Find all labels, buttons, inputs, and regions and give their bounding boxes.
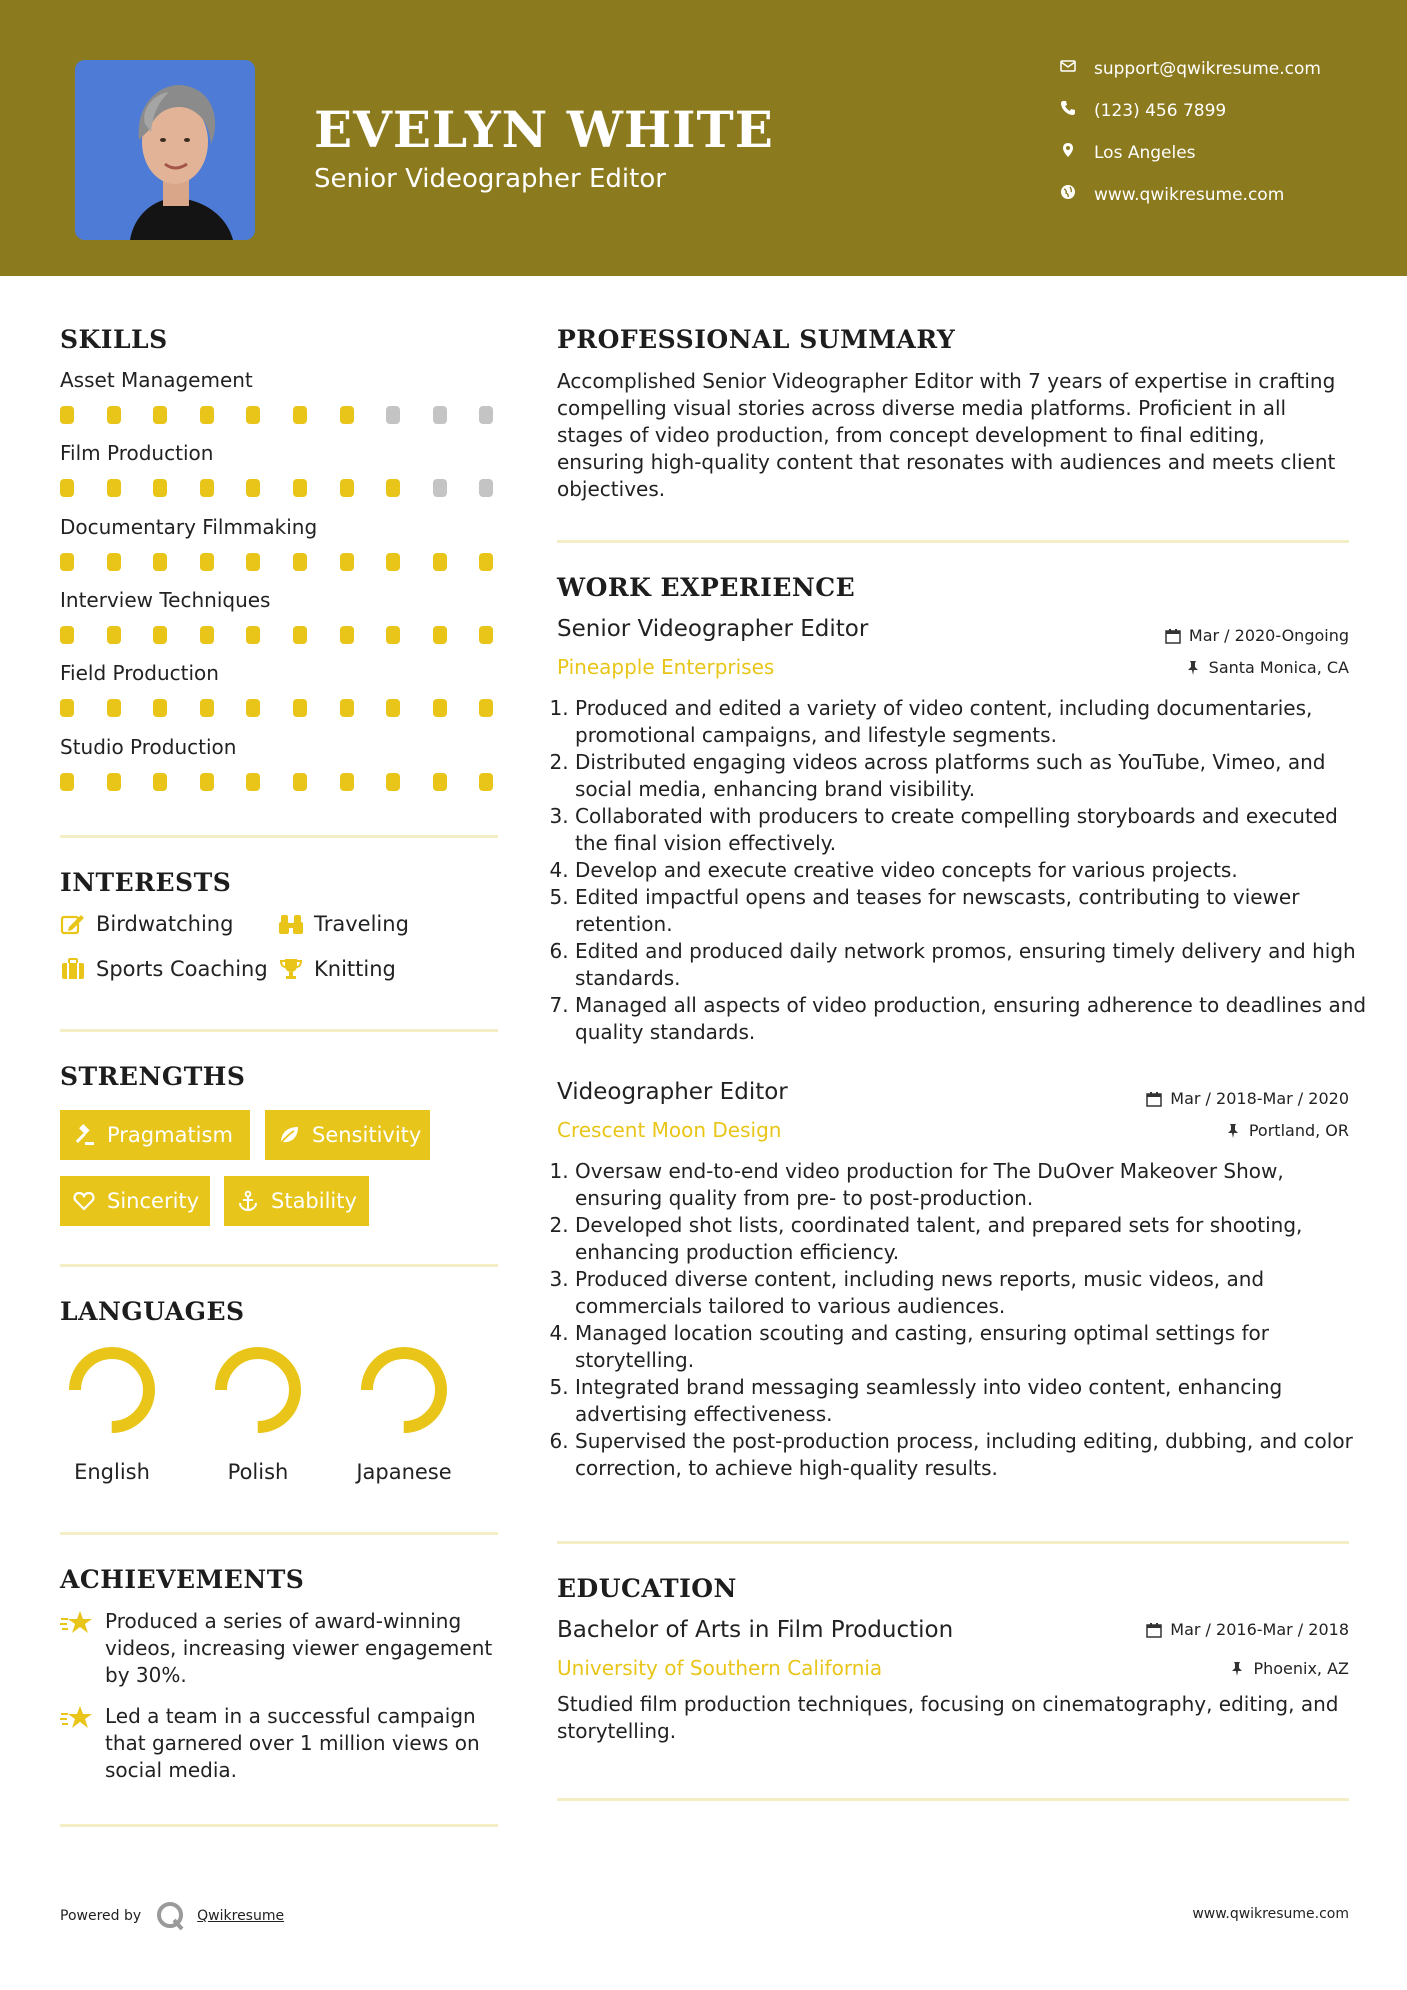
skill-rating-dot xyxy=(60,553,74,571)
job-bullet: 5. Integrated brand messaging seamlessly into video content, enhancing advertising effectiveness. xyxy=(575,1374,1367,1428)
skill-rating-dot xyxy=(153,553,167,571)
language-gauge-arc xyxy=(221,1353,295,1427)
interest-label: Sports Coaching xyxy=(96,957,268,981)
contact-email[interactable] xyxy=(1050,58,1370,79)
job-bullets xyxy=(557,1158,1367,1482)
language-gauge-arc xyxy=(367,1353,441,1427)
skill-rating-dot xyxy=(433,626,447,644)
interest-label: Traveling xyxy=(314,912,409,936)
skill-rating-dot xyxy=(200,626,214,644)
education-heading: EDUCATION xyxy=(557,1574,737,1603)
skill-rating xyxy=(60,479,498,497)
skill-rating-dot xyxy=(479,626,493,644)
skill-name: Asset Management xyxy=(60,368,253,392)
strength-label: Stability xyxy=(271,1189,357,1213)
strengths-heading: STRENGTHS xyxy=(60,1062,246,1091)
job-company: Crescent Moon Design xyxy=(557,1118,782,1142)
calendar-icon xyxy=(1146,1622,1162,1638)
skill-rating-dot xyxy=(433,479,447,497)
achievement-item xyxy=(60,1608,498,1689)
qwikresume-logo-icon xyxy=(155,1900,187,1932)
job-bullet: 1. Oversaw end-to-end video production for The DuOver Makeover Show, ensuring quality from pre- to post-production. xyxy=(575,1158,1367,1212)
skill-rating-dot xyxy=(246,553,260,571)
degree: Bachelor of Arts in Film Production xyxy=(557,1617,954,1643)
interest-item xyxy=(278,912,409,936)
skill-rating xyxy=(60,699,498,717)
map-pin-icon xyxy=(1050,142,1086,163)
strength-label: Sincerity xyxy=(107,1189,200,1213)
skill-rating-dot xyxy=(340,553,354,571)
skill-rating-dot xyxy=(107,406,121,424)
skill-rating-dot xyxy=(386,699,400,717)
interest-item xyxy=(60,957,268,981)
achievement-text: Led a team in a successful campaign that garnered over 1 million views on social media. xyxy=(105,1704,480,1782)
language-name: Polish xyxy=(227,1460,289,1484)
divider xyxy=(60,1824,498,1827)
job-role: Senior Videographer Editor xyxy=(557,616,869,642)
job-location-text: Santa Monica, CA xyxy=(1208,658,1349,677)
skill-rating-dot xyxy=(200,699,214,717)
skill-rating-dot xyxy=(60,479,74,497)
skill-rating-dot xyxy=(107,479,121,497)
skill-rating-dot xyxy=(293,479,307,497)
skill-rating-dot xyxy=(386,626,400,644)
calendar-icon xyxy=(1165,628,1181,644)
interest-label: Birdwatching xyxy=(96,912,234,936)
skill-rating-dot xyxy=(433,553,447,571)
skill-rating-dot xyxy=(433,406,447,424)
interest-item xyxy=(60,912,233,936)
suitcase-icon xyxy=(60,957,86,981)
languages-heading: LANGUAGES xyxy=(60,1297,245,1326)
skill-name: Film Production xyxy=(60,441,214,466)
school: University of Southern California xyxy=(557,1656,883,1680)
skill-rating-dot xyxy=(153,406,167,424)
contact-phone[interactable] xyxy=(1050,100,1370,121)
leaf-icon xyxy=(278,1124,300,1146)
skill-rating-dot xyxy=(246,773,260,791)
summary-text: Accomplished Senior Videographer Editor with 7 years of expertise in crafting compelling visual stories across diverse media platforms. Proficient in all stages of video production, from concept development to final editing, ensuring high-quality content that resonates with audiences and meets client objectives. xyxy=(557,369,1336,501)
skill-rating-dot xyxy=(153,479,167,497)
divider xyxy=(60,835,498,838)
skill-rating-dot xyxy=(479,553,493,571)
job-bullet: 4. Managed location scouting and casting, ensuring optimal settings for storytelling. xyxy=(575,1320,1367,1374)
skill-rating-dot xyxy=(200,553,214,571)
divider xyxy=(557,1541,1349,1544)
skill-rating-dot xyxy=(293,406,307,424)
skill-rating-dot xyxy=(386,553,400,571)
summary-heading: PROFESSIONAL SUMMARY xyxy=(557,325,956,354)
pushpin-icon xyxy=(1229,1661,1245,1677)
job-bullet: 3. Collaborated with producers to create compelling storyboards and executed the final vision effectively. xyxy=(575,803,1367,857)
achievements-heading: ACHIEVEMENTS xyxy=(60,1565,305,1594)
skill-rating xyxy=(60,406,498,424)
star-icon xyxy=(60,1705,94,1731)
divider xyxy=(557,1798,1349,1801)
globe-icon xyxy=(1050,184,1086,205)
language-gauge-arc xyxy=(75,1353,149,1427)
job-location xyxy=(1225,1121,1349,1140)
skill-rating-dot xyxy=(153,699,167,717)
education-dates-text: Mar / 2016-Mar / 2018 xyxy=(1170,1620,1349,1639)
skill-name: Interview Techniques xyxy=(60,587,271,612)
skill-rating-dot xyxy=(293,626,307,644)
candidate-name: EVELYN WHITE xyxy=(314,100,774,159)
skill-rating-dot xyxy=(200,479,214,497)
gavel-icon xyxy=(73,1124,95,1146)
job-location-text: Portland, OR xyxy=(1248,1121,1349,1140)
job-dates xyxy=(1146,1089,1349,1108)
skill-rating-dot xyxy=(153,626,167,644)
skill-rating-dot xyxy=(107,626,121,644)
skill-name: Field Production xyxy=(60,661,219,686)
job-bullet: 3. Produced diverse content, including news reports, music videos, and commercials tailored to various audiences. xyxy=(575,1266,1367,1320)
contact-website[interactable] xyxy=(1050,184,1370,205)
profile-portrait xyxy=(75,60,255,240)
footer-powered-by xyxy=(60,1900,284,1932)
experience-heading: WORK EXPERIENCE xyxy=(557,573,856,602)
job-dates-text: Mar / 2020-Ongoing xyxy=(1188,626,1349,645)
pencil-square-icon xyxy=(60,912,86,936)
job-bullet: 2. Developed shot lists, coordinated talent, and prepared sets for shooting, enhancing production efficiency. xyxy=(575,1212,1367,1266)
contact-location xyxy=(1050,142,1370,163)
heart-icon xyxy=(73,1190,95,1212)
education-description: Studied film production techniques, focusing on cinematography, editing, and storytelling. xyxy=(557,1692,1339,1743)
skill-rating-dot xyxy=(60,699,74,717)
skill-rating-dot xyxy=(386,406,400,424)
skill-rating-dot xyxy=(340,406,354,424)
education-dates xyxy=(1146,1620,1349,1639)
skill-rating-dot xyxy=(479,406,493,424)
skill-rating-dot xyxy=(433,699,447,717)
skill-rating xyxy=(60,773,498,791)
skills-heading: SKILLS xyxy=(60,325,168,354)
language-gauge xyxy=(62,1340,162,1440)
pushpin-icon xyxy=(1225,1123,1241,1139)
job-location xyxy=(1185,658,1349,677)
skill-rating-dot xyxy=(340,699,354,717)
skill-rating-dot xyxy=(340,626,354,644)
skill-rating-dot xyxy=(246,626,260,644)
powered-by-label: Powered by xyxy=(60,1908,142,1924)
header-banner xyxy=(0,0,1407,276)
skill-rating-dot xyxy=(246,479,260,497)
achievement-item xyxy=(60,1703,498,1784)
skill-rating-dot xyxy=(60,626,74,644)
skill-name: Documentary Filmmaking xyxy=(60,514,318,539)
strength-badge xyxy=(265,1110,430,1160)
skill-rating-dot xyxy=(107,773,121,791)
strength-badge xyxy=(60,1110,250,1160)
job-bullet: 1. Produced and edited a variety of video content, including documentaries, promotional campaigns, and lifestyle segments. xyxy=(575,695,1367,749)
education-location-text: Phoenix, AZ xyxy=(1253,1659,1349,1678)
skill-rating-dot xyxy=(200,773,214,791)
skill-rating-dot xyxy=(386,479,400,497)
divider xyxy=(557,540,1349,543)
language-gauge xyxy=(354,1340,454,1440)
achievement-text: Produced a series of award-winning videos, increasing viewer engagement by 30%. xyxy=(105,1609,493,1687)
trophy-icon xyxy=(278,957,304,981)
skill-rating-dot xyxy=(479,699,493,717)
interest-label: Knitting xyxy=(314,957,396,981)
candidate-title: Senior Videographer Editor xyxy=(314,164,666,194)
skill-rating-dot xyxy=(246,406,260,424)
job-dates-text: Mar / 2018-Mar / 2020 xyxy=(1170,1089,1349,1108)
strength-label: Sensitivity xyxy=(312,1123,422,1147)
job-bullet: 4. Develop and execute creative video concepts for various projects. xyxy=(575,857,1367,884)
job-role: Videographer Editor xyxy=(557,1079,788,1105)
divider xyxy=(60,1532,498,1535)
phone-icon xyxy=(1050,100,1086,121)
interest-item xyxy=(278,957,396,981)
skill-rating-dot xyxy=(107,553,121,571)
job-bullet: 6. Supervised the post-production process, including editing, dubbing, and color correction, to achieve high-quality results. xyxy=(575,1428,1367,1482)
education-location xyxy=(1229,1659,1349,1678)
interests-heading: INTERESTS xyxy=(60,868,232,897)
divider xyxy=(60,1029,498,1032)
skill-rating-dot xyxy=(293,553,307,571)
skill-rating-dot xyxy=(293,773,307,791)
strength-label: Pragmatism xyxy=(107,1123,233,1147)
job-bullet: 5. Edited impactful opens and teases for newscasts, contributing to viewer retention. xyxy=(575,884,1367,938)
skill-rating-dot xyxy=(293,699,307,717)
skill-rating-dot xyxy=(107,699,121,717)
skill-rating-dot xyxy=(386,773,400,791)
skill-rating-dot xyxy=(246,699,260,717)
job-bullet: 2. Distributed engaging videos across platforms such as YouTube, Vimeo, and social media, enhancing brand visibility. xyxy=(575,749,1367,803)
skill-rating-dot xyxy=(433,773,447,791)
skill-rating-dot xyxy=(340,479,354,497)
calendar-icon xyxy=(1146,1091,1162,1107)
anchor-icon xyxy=(237,1190,259,1212)
contact-phone-text: (123) 456 7899 xyxy=(1094,100,1227,121)
star-icon xyxy=(60,1610,94,1636)
divider xyxy=(60,1264,498,1267)
skill-rating-dot xyxy=(479,479,493,497)
job-company: Pineapple Enterprises xyxy=(557,655,775,679)
language-gauge xyxy=(208,1340,308,1440)
pushpin-icon xyxy=(1185,660,1201,676)
skill-rating-dot xyxy=(479,773,493,791)
skill-rating-dot xyxy=(340,773,354,791)
binoculars-icon xyxy=(278,912,304,936)
skill-rating-dot xyxy=(153,773,167,791)
job-dates xyxy=(1165,626,1349,645)
skill-rating xyxy=(60,626,498,644)
skill-rating-dot xyxy=(200,406,214,424)
contact-location-text: Los Angeles xyxy=(1094,142,1196,163)
language-name: Japanese xyxy=(356,1460,452,1484)
contact-website-text: www.qwikresume.com xyxy=(1094,184,1285,205)
strength-badge xyxy=(224,1176,369,1226)
job-bullet: 7. Managed all aspects of video production, ensuring adherence to deadlines and quality standards. xyxy=(575,992,1367,1046)
language-name: English xyxy=(74,1460,150,1484)
contact-email-text: support@qwikresume.com xyxy=(1094,58,1321,79)
job-bullet: 6. Edited and produced daily network promos, ensuring timely delivery and high standards. xyxy=(575,938,1367,992)
skill-rating-dot xyxy=(60,406,74,424)
footer-website[interactable]: www.qwikresume.com xyxy=(1192,1906,1349,1922)
skill-name: Studio Production xyxy=(60,734,237,759)
strength-badge xyxy=(60,1176,210,1226)
qwikresume-link[interactable]: Qwikresume xyxy=(197,1908,285,1924)
job-bullets xyxy=(557,695,1367,1046)
skill-rating-dot xyxy=(60,773,74,791)
envelope-icon xyxy=(1050,58,1086,79)
skill-rating xyxy=(60,553,498,571)
profile-photo xyxy=(75,60,255,240)
